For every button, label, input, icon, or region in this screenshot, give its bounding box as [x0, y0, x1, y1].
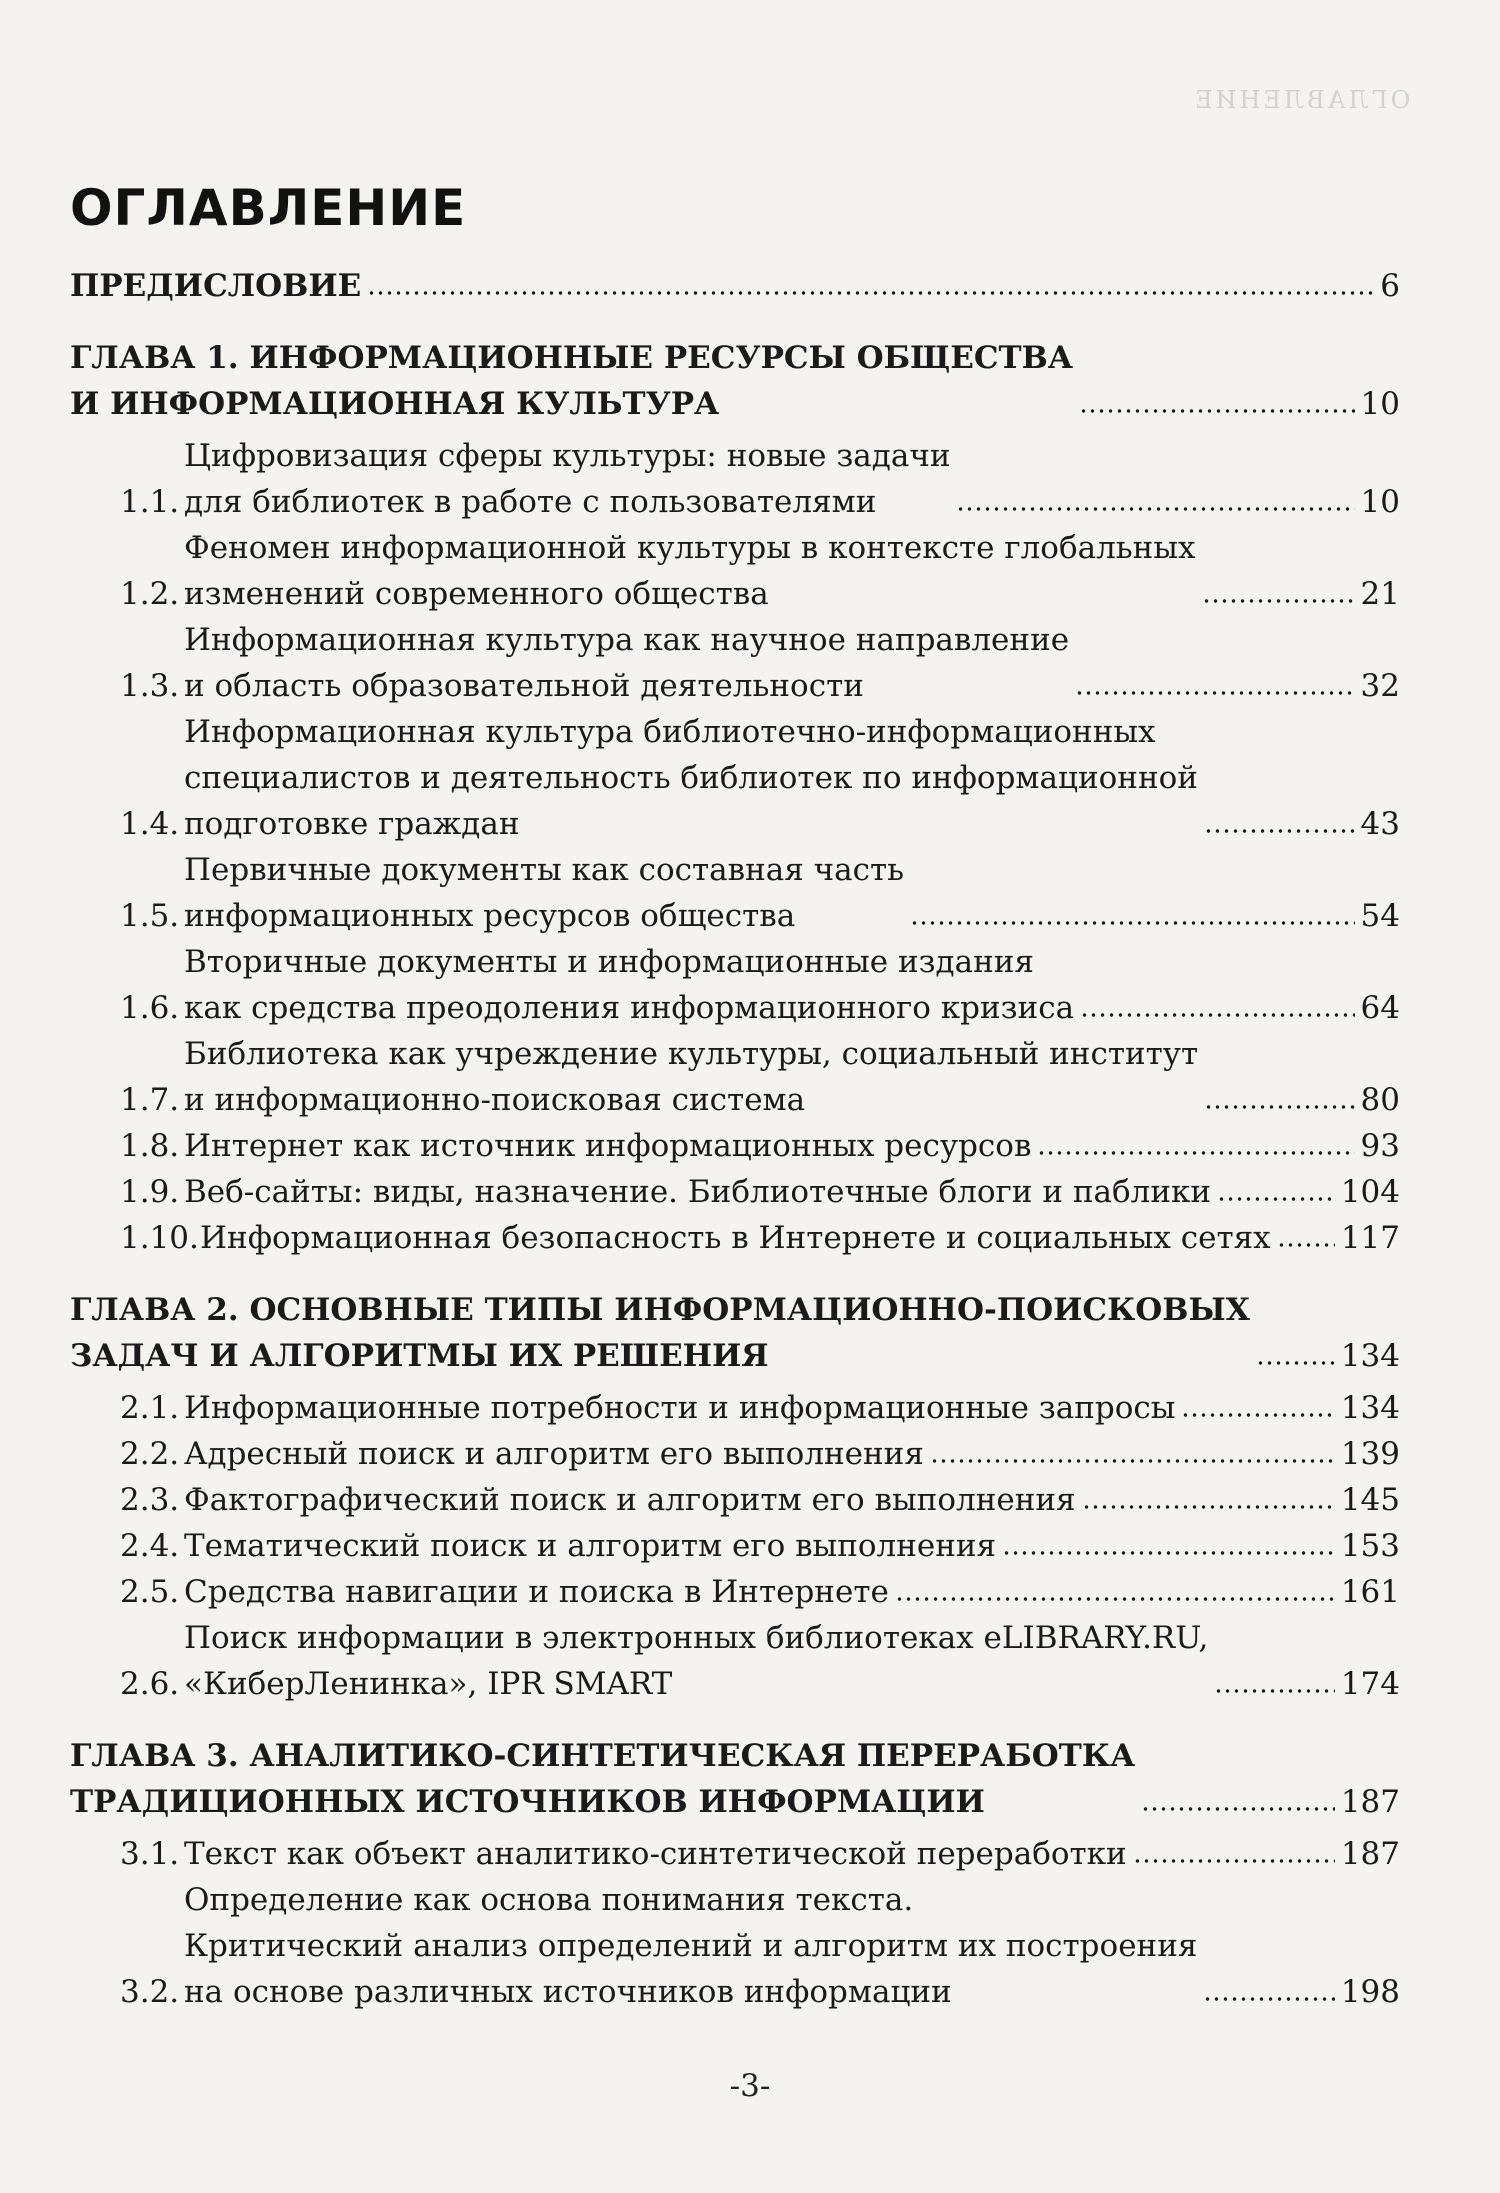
dot-leader	[1002, 1548, 1335, 1558]
entry-body	[70, 335, 1400, 427]
entry-title	[184, 1431, 924, 1477]
entry-title	[184, 1477, 1076, 1523]
entry-title	[70, 1733, 1135, 1825]
toc-section-entry[interactable]	[70, 1123, 1400, 1169]
dot-leader	[1133, 1856, 1335, 1866]
entry-body	[70, 1733, 1400, 1825]
toc-chapter-entry[interactable]	[70, 1287, 1400, 1379]
page-ref: 6	[1380, 268, 1400, 304]
section-number: 2.2.	[120, 1436, 180, 1472]
entry-title-line: ЗАДАЧ И АЛГОРИТМЫ ИХ РЕШЕНИЯ	[70, 1338, 769, 1374]
page-ref: 117	[1340, 1220, 1400, 1256]
entry-body	[184, 1031, 1400, 1123]
page-ref: 174	[1340, 1666, 1400, 1702]
entry-title-line: информационных ресурсов общества	[184, 898, 796, 934]
entry-title	[184, 1385, 1175, 1431]
dot-leader	[1082, 1502, 1335, 1512]
page-ref: 10	[1360, 484, 1400, 520]
toc-chapter-entry[interactable]	[70, 1733, 1400, 1825]
entry-title	[184, 709, 1198, 847]
page-ref: 93	[1360, 1128, 1400, 1164]
entry-title	[184, 1523, 996, 1569]
entry-body	[184, 1831, 1400, 1877]
entry-title	[184, 617, 1069, 709]
page-number: -3-	[729, 2068, 771, 2104]
section-number: 2.5.	[120, 1574, 180, 1610]
entry-title-line: Информационная культура как научное направление	[184, 622, 1070, 658]
toc-section-entry[interactable]	[70, 1615, 1400, 1707]
entry-title	[184, 1569, 889, 1615]
entry-title-line: ГЛАВА 1. ИНФОРМАЦИОННЫЕ РЕСУРСЫ ОБЩЕСТВА	[70, 340, 1074, 376]
entry-title	[184, 1123, 1031, 1169]
toc-section-entry[interactable]	[70, 1877, 1400, 2015]
entry-title	[184, 1169, 1211, 1215]
entry-body	[184, 1431, 1400, 1477]
entry-body	[200, 1215, 1400, 1261]
toc-section-entry[interactable]	[70, 1569, 1400, 1615]
entry-title-line: Фактографический поиск и алгоритм его выполнения	[184, 1482, 1076, 1518]
page-title: ОГЛАВЛЕНИЕ	[70, 179, 467, 237]
section-number: 1.7.	[120, 1082, 180, 1118]
entry-title-line: Первичные документы как составная часть	[184, 852, 905, 888]
section-number: 1.9.	[120, 1174, 180, 1210]
entry-body	[184, 847, 1400, 939]
spacer	[70, 1261, 1400, 1287]
toc-section-entry[interactable]	[70, 1477, 1400, 1523]
entry-title-line: подготовке граждан	[184, 806, 520, 842]
dot-leader	[1141, 1804, 1335, 1814]
toc-preface-entry[interactable]	[70, 263, 1400, 309]
entry-body	[184, 525, 1400, 617]
entry-title	[184, 433, 950, 525]
page-ref: 134	[1340, 1338, 1400, 1374]
dot-leader	[1204, 826, 1355, 836]
entry-title-line: Вторичные документы и информационные издания	[184, 944, 1034, 980]
toc-section-entry[interactable]	[70, 1031, 1400, 1123]
entry-title-line: специалистов и деятельность библиотек по информационной	[184, 760, 1198, 796]
entry-title-line: Веб-сайты: виды, назначение. Библиотечные блоги и паблики	[184, 1174, 1212, 1210]
dot-leader	[1037, 1148, 1354, 1158]
entry-title	[70, 1287, 1250, 1379]
dot-leader	[930, 1456, 1335, 1466]
spacer	[70, 309, 1400, 335]
entry-title-line: Адресный поиск и алгоритм его выполнения	[184, 1436, 924, 1472]
toc-section-entry[interactable]	[70, 709, 1400, 847]
section-number: 1.4.	[120, 806, 180, 842]
entry-title	[184, 1031, 1198, 1123]
section-number: 2.4.	[120, 1528, 180, 1564]
entry-title-line: ТРАДИЦИОННЫХ ИСТОЧНИКОВ ИНФОРМАЦИИ	[70, 1784, 985, 1820]
entry-title-line: как средства преодоления информационного кризиса	[184, 990, 1075, 1026]
entry-title-line: и область образовательной деятельности	[184, 668, 864, 704]
entry-title-line: изменений современного общества	[184, 576, 769, 612]
entry-body	[184, 617, 1400, 709]
page-ref: 139	[1340, 1436, 1400, 1472]
section-number: 2.3.	[120, 1482, 180, 1518]
section-number: 3.1.	[120, 1836, 180, 1872]
entry-body	[184, 1477, 1400, 1523]
entry-title-line: Информационные потребности и информационные запросы	[184, 1390, 1176, 1426]
entry-body	[184, 1123, 1400, 1169]
entry-title	[184, 1877, 1197, 2015]
page-ref: 21	[1360, 576, 1400, 612]
page-ref: 10	[1360, 386, 1400, 422]
entry-body	[184, 709, 1400, 847]
dot-leader	[1256, 1358, 1335, 1368]
entry-title-line: «КиберЛенинка», IPR SMART	[184, 1666, 673, 1702]
page-ref: 153	[1340, 1528, 1400, 1564]
page-ref: 104	[1340, 1174, 1400, 1210]
entry-title-line: и информационно-поисковая система	[184, 1082, 806, 1118]
page-ref: 54	[1360, 898, 1400, 934]
entry-title-line: И ИНФОРМАЦИОННАЯ КУЛЬТУРА	[70, 386, 720, 422]
dot-leader	[910, 918, 1355, 928]
entry-body	[184, 1877, 1400, 2015]
toc-section-entry[interactable]	[70, 1385, 1400, 1431]
table-of-contents	[70, 175, 1400, 2015]
entry-title-line: Библиотека как учреждение культуры, социальный институт	[184, 1036, 1199, 1072]
entry-title	[200, 1215, 1271, 1261]
page-ref: 198	[1340, 1974, 1400, 2010]
dot-leader	[1202, 596, 1355, 606]
toc-section-entry[interactable]	[70, 939, 1400, 1031]
section-number: 1.2.	[120, 576, 180, 612]
entry-title-line: ГЛАВА 2. ОСНОВНЫЕ ТИПЫ ИНФОРМАЦИОННО-ПОИСКОВЫХ	[70, 1292, 1250, 1328]
section-number: 2.1.	[120, 1390, 180, 1426]
dot-leader	[1203, 1994, 1334, 2004]
dot-leader	[895, 1594, 1335, 1604]
entry-title-line: ГЛАВА 3. АНАЛИТИКО-СИНТЕТИЧЕСКАЯ ПЕРЕРАБОТКА	[70, 1738, 1136, 1774]
entry-body	[184, 433, 1400, 525]
entry-body	[184, 1569, 1400, 1615]
entry-title-line: Феномен информационной культуры в контексте глобальных	[184, 530, 1196, 566]
entry-title	[184, 939, 1074, 1031]
dot-leader	[1204, 1102, 1354, 1112]
toc-section-entry[interactable]	[70, 433, 1400, 525]
entry-title-line: Информационная культура библиотечно-информационных	[184, 714, 1156, 750]
toc-list	[70, 263, 1400, 2015]
dot-leader	[1181, 1410, 1334, 1420]
entry-title-line: на основе различных источников информации	[184, 1974, 952, 2010]
dot-leader	[956, 504, 1354, 514]
entry-title	[184, 525, 1196, 617]
dot-leader	[1217, 1194, 1335, 1204]
section-number: 3.2.	[120, 1974, 180, 2010]
section-number: 1.3.	[120, 668, 180, 704]
toc-section-entry[interactable]	[70, 847, 1400, 939]
dot-leader	[1075, 688, 1354, 698]
entry-body	[70, 1287, 1400, 1379]
entry-title	[184, 1615, 1208, 1707]
entry-title	[184, 1831, 1127, 1877]
toc-section-entry[interactable]	[70, 1431, 1400, 1477]
entry-title-line: Текст как объект аналитико-синтетической переработки	[184, 1836, 1127, 1872]
toc-section-entry[interactable]	[70, 1215, 1400, 1261]
dot-leader	[367, 288, 1374, 298]
section-number: 2.6.	[120, 1666, 180, 1702]
entry-title-line: Средства навигации и поиска в Интернете	[184, 1574, 889, 1610]
entry-title-line: Критический анализ определений и алгоритм их построения	[184, 1928, 1198, 1964]
page-ref: 134	[1340, 1390, 1400, 1426]
section-number: 1.8.	[120, 1128, 180, 1164]
entry-title-line: Определение как основа понимания текста.	[184, 1882, 914, 1918]
entry-title-line: Информационная безопасность в Интернете и социальных сетях	[200, 1220, 1271, 1256]
entry-body	[184, 1615, 1400, 1707]
toc-section-entry[interactable]	[70, 1523, 1400, 1569]
entry-title-line: Цифровизация сферы культуры: новые задачи	[184, 438, 951, 474]
page-ref: 64	[1360, 990, 1400, 1026]
page-ref: 145	[1340, 1482, 1400, 1518]
entry-title-line: Поиск информации в электронных библиотеках eLIBRARY.RU,	[184, 1620, 1209, 1656]
dot-leader	[1214, 1686, 1334, 1696]
page-ref: 32	[1360, 668, 1400, 704]
spacer	[70, 1707, 1400, 1733]
toc-section-entry[interactable]	[70, 617, 1400, 709]
entry-title: ПРЕДИСЛОВИЕ	[70, 268, 362, 304]
entry-body	[184, 1385, 1400, 1431]
entry-body	[184, 1169, 1400, 1215]
entry-title	[184, 847, 904, 939]
section-number: 1.5.	[120, 898, 180, 934]
toc-chapter-entry[interactable]	[70, 335, 1400, 427]
toc-section-entry[interactable]	[70, 1831, 1400, 1877]
page-ref: 43	[1360, 806, 1400, 842]
toc-section-entry[interactable]	[70, 1169, 1400, 1215]
dot-leader	[1277, 1240, 1335, 1250]
page-ref: 161	[1340, 1574, 1400, 1610]
entry-body	[70, 263, 1400, 309]
toc-section-entry[interactable]	[70, 525, 1400, 617]
section-number: 1.10.	[120, 1220, 199, 1256]
entry-title-line: Тематический поиск и алгоритм его выполнения	[184, 1528, 997, 1564]
dot-leader	[1080, 1010, 1354, 1020]
page-ref: 187	[1340, 1784, 1400, 1820]
entry-title-line: Интернет как источник информационных ресурсов	[184, 1128, 1032, 1164]
entry-title-line: для библиотек в работе с пользователями	[184, 484, 877, 520]
dot-leader	[1079, 406, 1355, 416]
section-number: 1.1.	[120, 484, 180, 520]
section-number: 1.6.	[120, 990, 180, 1026]
entry-body	[184, 1523, 1400, 1569]
entry-title	[70, 335, 1073, 427]
page-ref: 80	[1360, 1082, 1400, 1118]
mirrored-running-head: ОГЛАВЛЕНИЕ	[1191, 86, 1410, 114]
entry-body	[184, 939, 1400, 1031]
page-ref: 187	[1340, 1836, 1400, 1872]
